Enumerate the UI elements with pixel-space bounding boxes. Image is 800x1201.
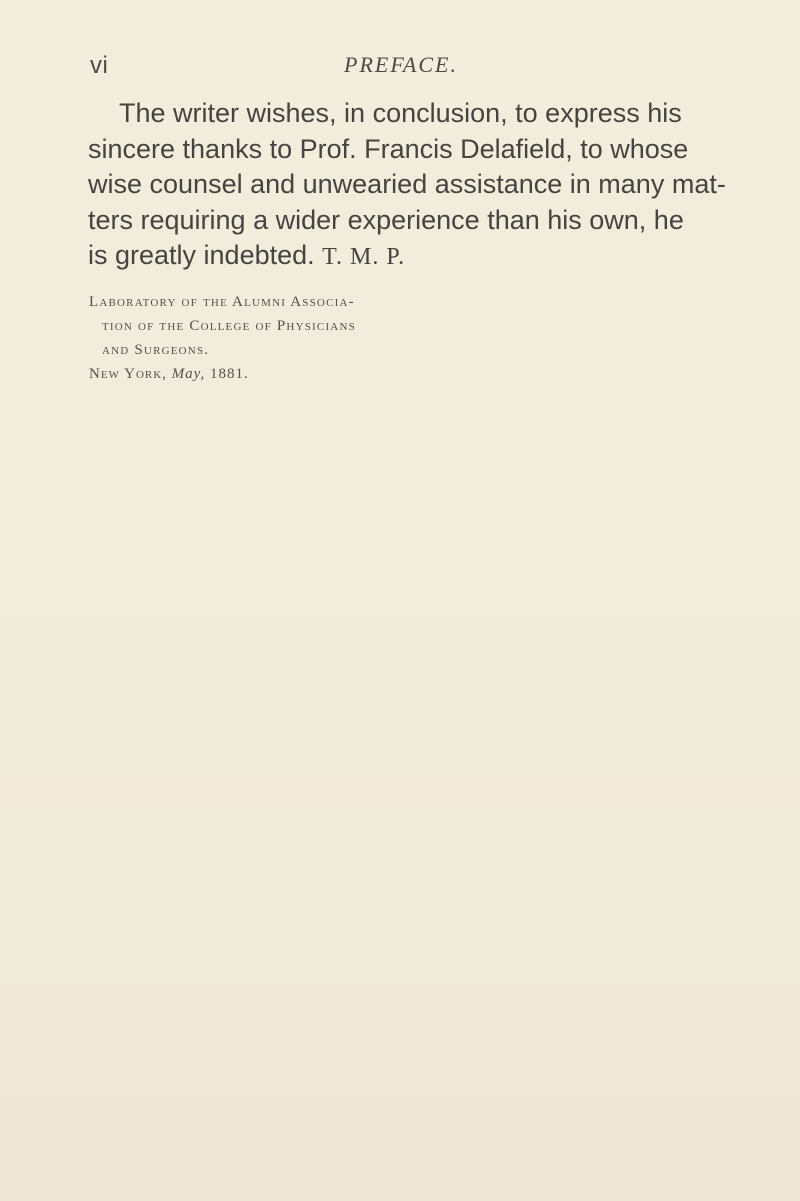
address-line: and Surgeons.	[102, 342, 210, 358]
paragraph-line: ters requiring a wider experience than his own, he	[88, 204, 684, 235]
author-initials: T. M. P.	[322, 244, 406, 270]
preface-paragraph	[88, 96, 728, 276]
dateline	[89, 366, 249, 383]
paragraph-line: sincere thanks to Prof. Francis Delafield, to whose	[88, 133, 689, 164]
paragraph-last-row	[88, 238, 710, 276]
dateline-year: 1881.	[210, 366, 249, 382]
page-number: vi	[90, 52, 109, 79]
paragraph-line: wise counsel and unwearied assistance in many mat-	[88, 169, 726, 199]
dateline-place: New York,	[89, 366, 167, 382]
paragraph-line: is greatly indebted.	[88, 240, 315, 270]
dateline-month: May,	[171, 366, 206, 382]
address-line: Laboratory of the Alumni Associa-	[89, 294, 355, 310]
running-head: PREFACE.	[344, 52, 458, 77]
address-block	[89, 290, 356, 362]
address-line: tion of the College of Physicians	[102, 318, 356, 334]
paragraph-line: The writer wishes, in conclusion, to express his	[119, 98, 682, 128]
